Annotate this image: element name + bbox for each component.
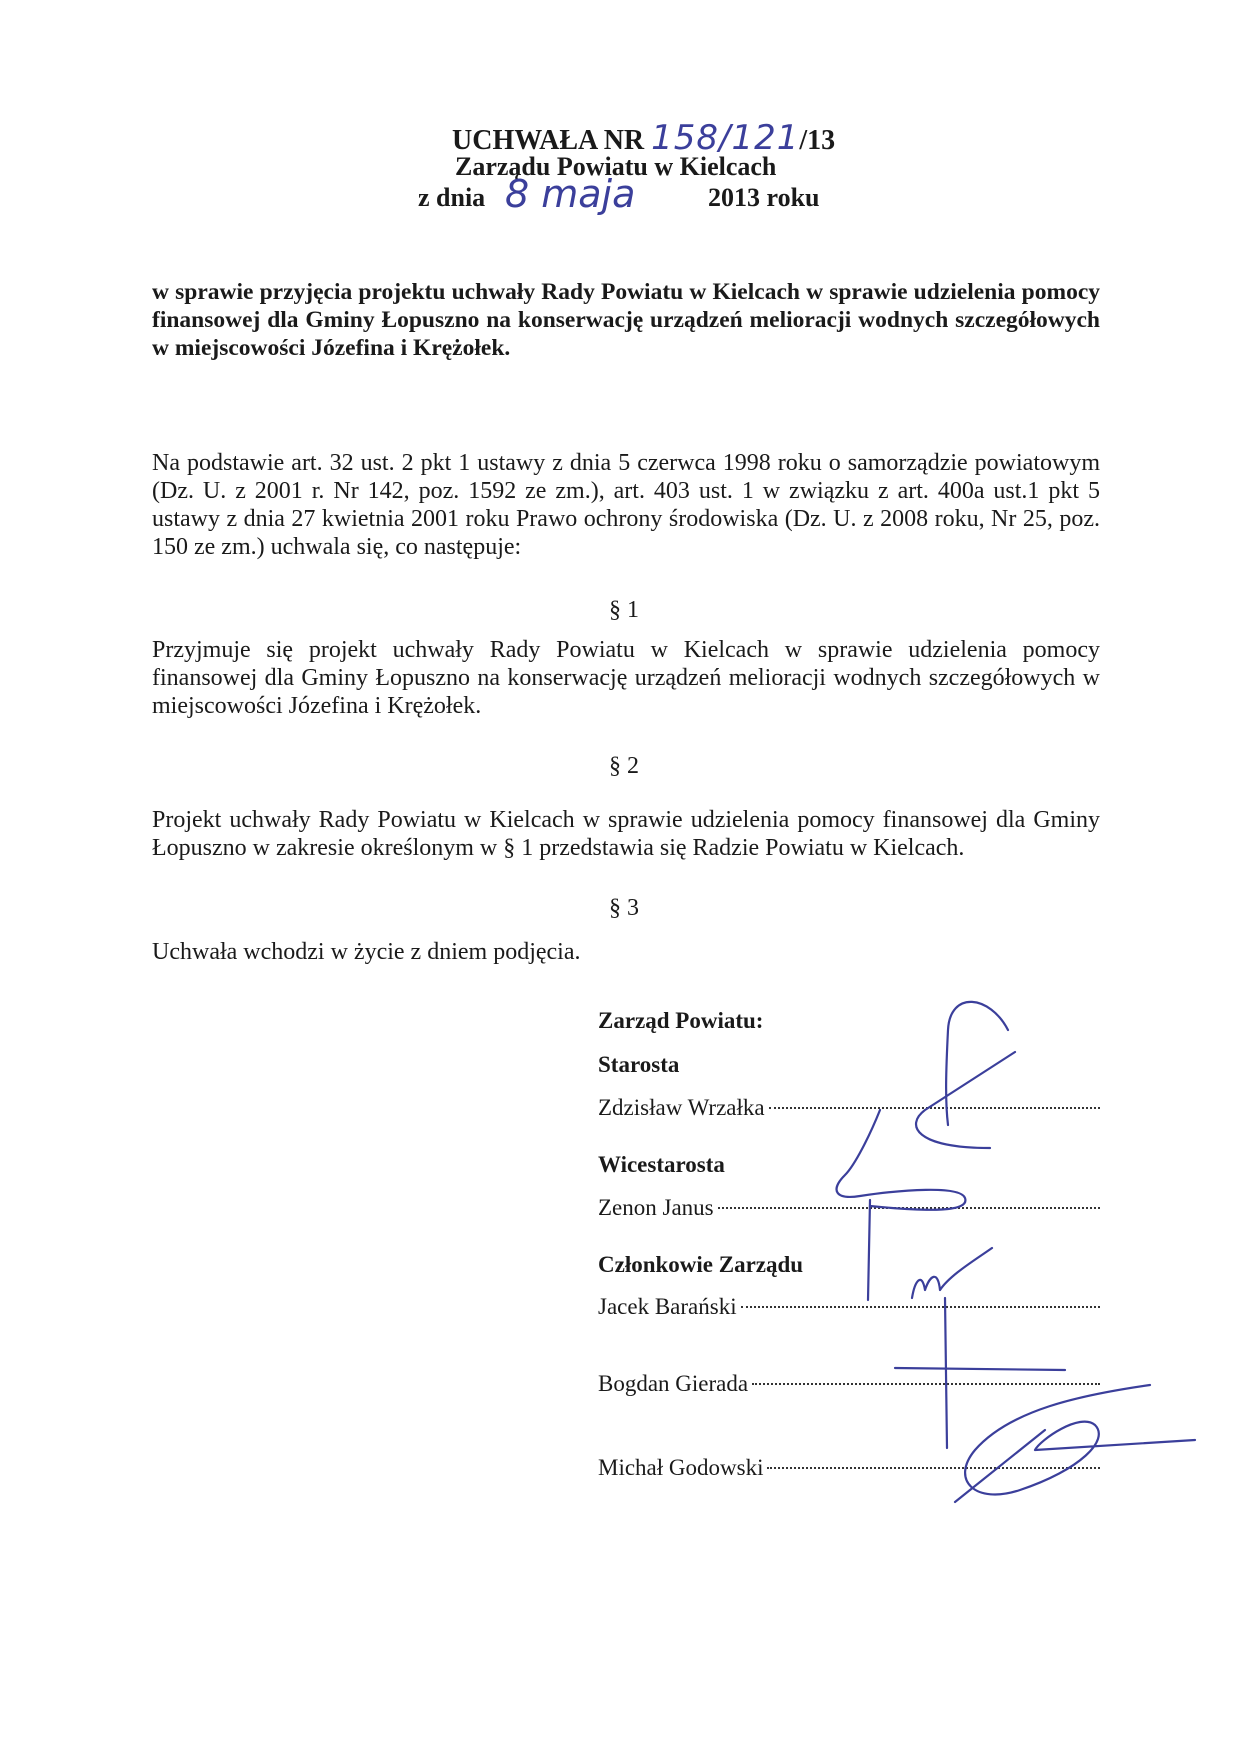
handwritten-resolution-number: 158/121 bbox=[651, 118, 800, 158]
signature-dots bbox=[718, 1207, 1100, 1209]
signature-dots bbox=[769, 1107, 1100, 1109]
resolution-subject: w sprawie przyjęcia projektu uchwały Rady Powiatu w Kielcach w sprawie udzielenia pomocy finansowej dla Gminy Łopuszno na konserwację urządzeń melioracji wodnych szczegółowych w miejscowości Józefina i Krężołek. bbox=[152, 279, 1100, 361]
signature-dots bbox=[752, 1383, 1100, 1385]
board-members-label: Członkowie Zarządu bbox=[598, 1252, 804, 1277]
section-text-1: Przyjmuje się projekt uchwały Rady Powiatu w Kielcach w sprawie udzielenia pomocy finansowej dla Gminy Łopuszno na konserwację urządzeń melioracji wodnych szczegółowych w miejscowości Józefina i Krężołek. bbox=[152, 637, 1100, 719]
section-mark-2: § 2 bbox=[609, 753, 639, 779]
member-name-3: Michał Godowski bbox=[598, 1455, 764, 1480]
issuing-authority: Zarządu Powiatu w Kielcach bbox=[455, 152, 777, 181]
member-signature-line-1 bbox=[598, 1294, 1100, 1320]
starosta-label: Starosta bbox=[598, 1052, 680, 1077]
section-text-2: Projekt uchwały Rady Powiatu w Kielcach w sprawie udzielenia pomocy finansowej dla Gminy Łopuszno w zakresie określonym w § 1 przedstawia się Radzie Powiatu w Kielcach. bbox=[152, 807, 1100, 861]
member-signature-line-3 bbox=[598, 1455, 1100, 1481]
member-name-2: Bogdan Gierada bbox=[598, 1371, 749, 1396]
vicestarosta-name: Zenon Janus bbox=[598, 1195, 714, 1220]
vicestarosta-label: Wicestarosta bbox=[598, 1152, 725, 1177]
title-prefix: UCHWAŁA NR bbox=[452, 125, 652, 156]
legal-basis-paragraph: Na podstawie art. 32 ust. 2 pkt 1 ustawy z dnia 5 czerwca 1998 roku o samorządzie powiatowym (Dz. U. z 2001 r. Nr 142, poz. 1592 ze zm.), art. 403 ust. 1 w związku z art. 400a ust.1 pkt 5 ustawy z dnia 27 kwietnia 2001 roku Prawo ochrony środowiska (Dz. U. z 2008 roku, Nr 25, poz. 150 ze zm.) uchwala się, co następuje: bbox=[152, 450, 1100, 560]
member-1-signature-stroke bbox=[912, 1248, 992, 1298]
member-signature-line-2 bbox=[598, 1371, 1100, 1397]
board-label: Zarząd Powiatu: bbox=[598, 1008, 764, 1033]
section-text-3: Uchwała wchodzi w życie z dniem podjęcia. bbox=[152, 939, 581, 965]
date-prefix: z dnia bbox=[418, 183, 486, 212]
vicestarosta-signature-line bbox=[598, 1195, 1100, 1221]
signature-dots bbox=[767, 1467, 1100, 1469]
handwritten-date: 8 maja bbox=[505, 172, 636, 216]
member-2-signature-stroke-2 bbox=[895, 1368, 1065, 1370]
member-name-1: Jacek Barański bbox=[598, 1294, 737, 1319]
date-year: 2013 roku bbox=[708, 183, 820, 212]
section-mark-3: § 3 bbox=[609, 895, 639, 921]
starosta-signature-line bbox=[598, 1095, 1100, 1121]
section-mark-1: § 1 bbox=[609, 597, 639, 623]
signature-dots bbox=[741, 1306, 1100, 1308]
title-suffix: /13 bbox=[799, 125, 836, 156]
starosta-name: Zdzisław Wrzałka bbox=[598, 1095, 765, 1120]
